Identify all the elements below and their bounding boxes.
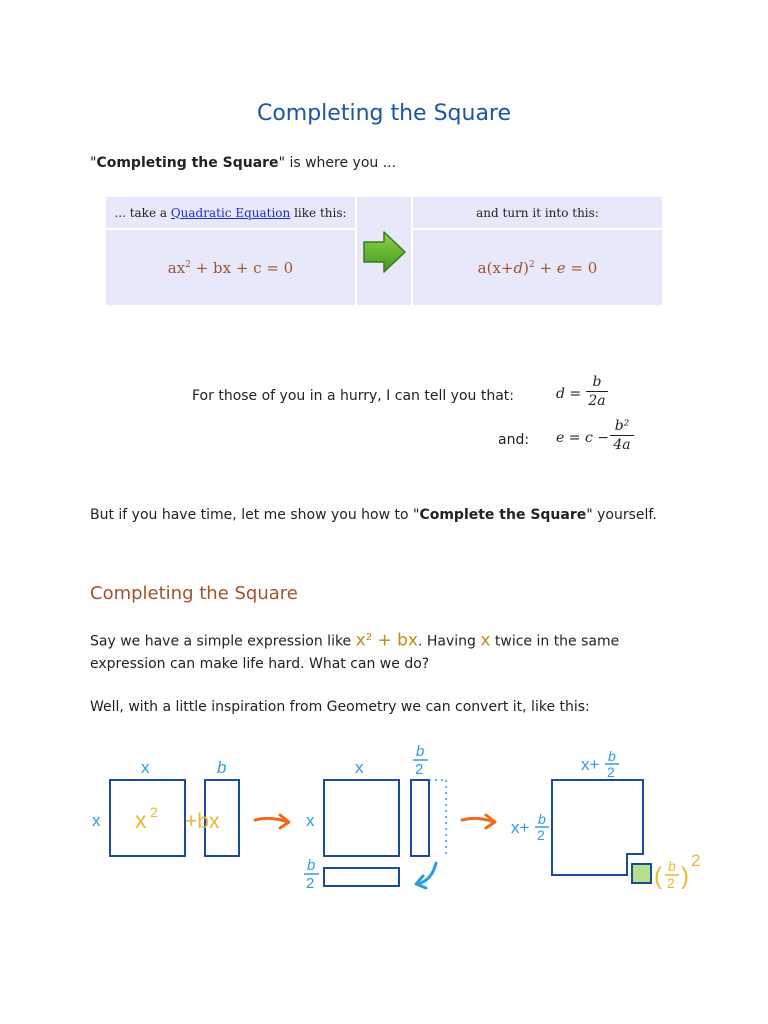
sq-label-num: b <box>668 858 676 874</box>
large-square-missing-corner <box>552 780 643 875</box>
x2-sup: 2 <box>150 804 158 820</box>
page-title: Completing the Square <box>256 101 512 126</box>
diagram-label-x-left-2: x <box>306 811 315 830</box>
right-eq-plus: + <box>534 258 557 277</box>
diagram-label-x-top-2: x <box>355 758 364 777</box>
d-denominator: 2a <box>586 391 608 410</box>
e-minus: − <box>592 430 609 446</box>
well-paragraph: Well, with a little inspiration from Geometry we can convert it, like this: <box>90 699 590 715</box>
table-left-equation <box>106 230 355 305</box>
intro-prefix: " <box>90 155 97 171</box>
small-green-square <box>632 864 651 883</box>
time-paragraph <box>90 507 657 523</box>
paren-close: ) <box>681 863 689 890</box>
right-eq-a: a(x+ <box>477 258 514 277</box>
b2-left-den: 2 <box>537 827 545 843</box>
left-header-suffix: like this: <box>290 205 347 220</box>
hurry-text: For those of you in a hurry, I can tell you that: <box>192 388 514 404</box>
b-over-2-bottom-num: b <box>307 857 316 874</box>
b-over-2-top-num: b <box>416 743 425 760</box>
e-formula <box>556 430 609 446</box>
say-line-2: expression can make life hard. What can we do? <box>90 655 430 672</box>
left-eq-ax: ax <box>167 258 186 277</box>
section-heading: Completing the Square <box>90 583 298 604</box>
x-plus-left: x+ <box>511 818 530 837</box>
time-suffix: " yourself. <box>586 507 657 523</box>
say-paragraph <box>90 627 619 675</box>
right-eq-sup: 2 <box>528 259 535 270</box>
half-b-strip-vertical <box>411 780 429 856</box>
right-eq-paren: ) <box>523 258 529 277</box>
b2-top-num: b <box>608 748 616 764</box>
half-b-strip-horizontal <box>324 868 399 886</box>
d-fraction <box>586 373 608 410</box>
b2-left-num: b <box>538 811 546 827</box>
say-x: x <box>355 630 366 651</box>
say-text-1: Say we have a simple expression like <box>90 633 356 650</box>
x2-base: x <box>135 807 147 833</box>
left-eq-rest: + bx + c = 0 <box>190 258 294 277</box>
say-x2: x <box>480 630 491 651</box>
time-prefix: But if you have time, let me show you how to " <box>90 507 420 523</box>
say-text-3: twice in the same <box>490 633 620 650</box>
diagram-label-x-left: x <box>92 811 101 830</box>
b2-top-den: 2 <box>607 764 615 780</box>
time-bold: Complete the Square <box>419 507 587 523</box>
left-header-prefix: ... take a <box>114 205 171 220</box>
diagram-label-b: b <box>217 758 227 777</box>
completing-square-diagram <box>0 730 768 910</box>
right-eq-e: e <box>556 258 566 277</box>
d-numerator: b <box>592 374 602 390</box>
e-lhs: e <box>556 430 565 446</box>
e-fraction <box>610 417 634 454</box>
green-right-arrow-icon <box>357 197 411 305</box>
table-right-header: and turn it into this: <box>413 197 662 228</box>
sq-label-den: 2 <box>667 875 675 891</box>
right-eq-d: d <box>513 258 524 277</box>
e-numerator: b² <box>614 418 630 434</box>
d-formula <box>556 386 581 402</box>
right-eq-end: = 0 <box>565 258 598 277</box>
b-over-2-bottom-den: 2 <box>306 875 315 892</box>
diagram-label-x-top: x <box>141 758 150 777</box>
e-denominator: 4a <box>610 435 634 454</box>
x-plus-top: x+ <box>581 755 600 774</box>
plus-bx-label: +bx <box>185 810 220 833</box>
x-squared-square <box>110 780 185 856</box>
intro-bold: Completing the Square <box>96 155 279 171</box>
table-left-header <box>106 197 355 228</box>
intro-paragraph <box>90 155 396 171</box>
quadratic-equation-link[interactable]: Quadratic Equation <box>170 205 291 220</box>
left-eq-sup: 2 <box>185 259 191 270</box>
x-square-2 <box>324 780 399 856</box>
intro-suffix: " is where you ... <box>278 155 397 171</box>
and-label: and: <box>498 432 530 448</box>
table-right-equation <box>413 230 662 305</box>
d-lhs: d <box>556 386 565 402</box>
say-text-2: . Having <box>417 633 481 650</box>
paren-open: ( <box>654 863 662 890</box>
e-c: c <box>584 430 593 446</box>
e-eq-sign: = <box>564 430 585 446</box>
say-bx: + bx <box>372 630 418 651</box>
say-sup: 2 <box>365 632 373 643</box>
b-over-2-top-den: 2 <box>415 761 424 778</box>
d-eq-sign: = <box>564 386 582 402</box>
sq-label-sup: 2 <box>691 851 701 870</box>
table-arrow-cell <box>357 197 411 305</box>
